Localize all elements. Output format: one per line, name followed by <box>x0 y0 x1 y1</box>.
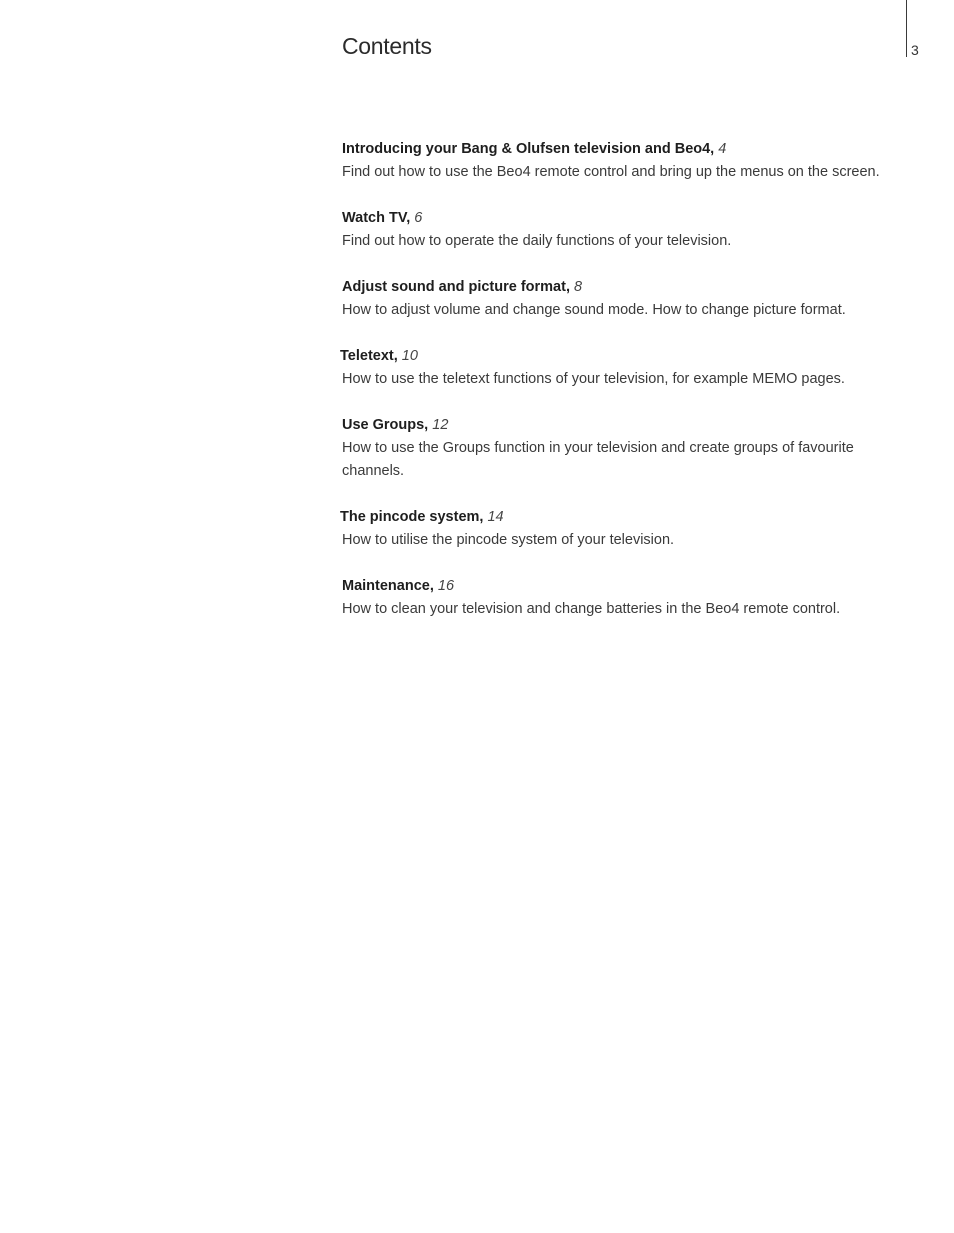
toc-entry-use-groups[interactable] <box>342 414 894 483</box>
toc-entry-heading <box>342 138 894 161</box>
page-edge-rule <box>906 0 907 57</box>
toc-entry-heading <box>340 506 894 529</box>
toc-entry-page-number: 10 <box>401 348 418 364</box>
toc-entry-heading <box>342 414 894 437</box>
toc-entry-teletext[interactable] <box>342 345 894 391</box>
toc-entry-title: Use Groups, <box>342 417 429 433</box>
toc-entry-title: Adjust sound and picture format, <box>342 279 570 295</box>
toc-entry-description: Find out how to operate the daily functions of your television. <box>342 233 732 249</box>
toc-entry-watch-tv[interactable] <box>342 207 894 253</box>
toc-entry-description: How to utilise the pincode system of your television. <box>342 532 675 548</box>
toc-entry-page-number: 8 <box>574 279 583 295</box>
toc-entry-title: Introducing your Bang & Olufsen television and Beo4, <box>342 141 715 157</box>
toc-entry-pincode-system[interactable] <box>342 506 894 552</box>
toc-entry-description: Find out how to use the Beo4 remote control and bring up the menus on the screen. <box>342 164 880 180</box>
toc-entry-page-number: 14 <box>487 509 504 525</box>
toc-entry-title: Teletext, <box>340 348 398 364</box>
toc-entry-title: Maintenance, <box>342 578 434 594</box>
toc-entry-page-number: 12 <box>432 417 449 433</box>
toc-entry-heading <box>342 207 894 230</box>
toc-entry-title: Watch TV, <box>342 210 411 226</box>
toc-entry-page-number: 6 <box>414 210 423 226</box>
toc-entry-description: How to adjust volume and change sound mode. How to change picture format. <box>342 302 846 318</box>
toc-entry-page-number: 16 <box>437 578 455 594</box>
toc-entry-heading <box>340 345 894 368</box>
toc-entry-heading <box>342 575 894 598</box>
toc-entry-description: How to clean your television and change batteries in the Beo4 remote control. <box>342 601 841 617</box>
page-title: Contents <box>342 33 432 59</box>
toc-entry-description: How to use the Groups function in your television and create groups of favourite channels. <box>342 440 854 479</box>
toc-entry-maintenance[interactable] <box>342 575 894 621</box>
table-of-contents <box>342 138 894 644</box>
toc-entry-description: How to use the teletext functions of your television, for example MEMO pages. <box>342 371 845 387</box>
toc-entry-introducing[interactable] <box>342 138 894 184</box>
toc-entry-title: The pincode system, <box>340 509 484 525</box>
toc-entry-heading <box>342 276 894 299</box>
page-number: 3 <box>911 42 919 58</box>
toc-entry-adjust-sound-picture[interactable] <box>342 276 894 322</box>
toc-entry-page-number: 4 <box>718 141 727 157</box>
